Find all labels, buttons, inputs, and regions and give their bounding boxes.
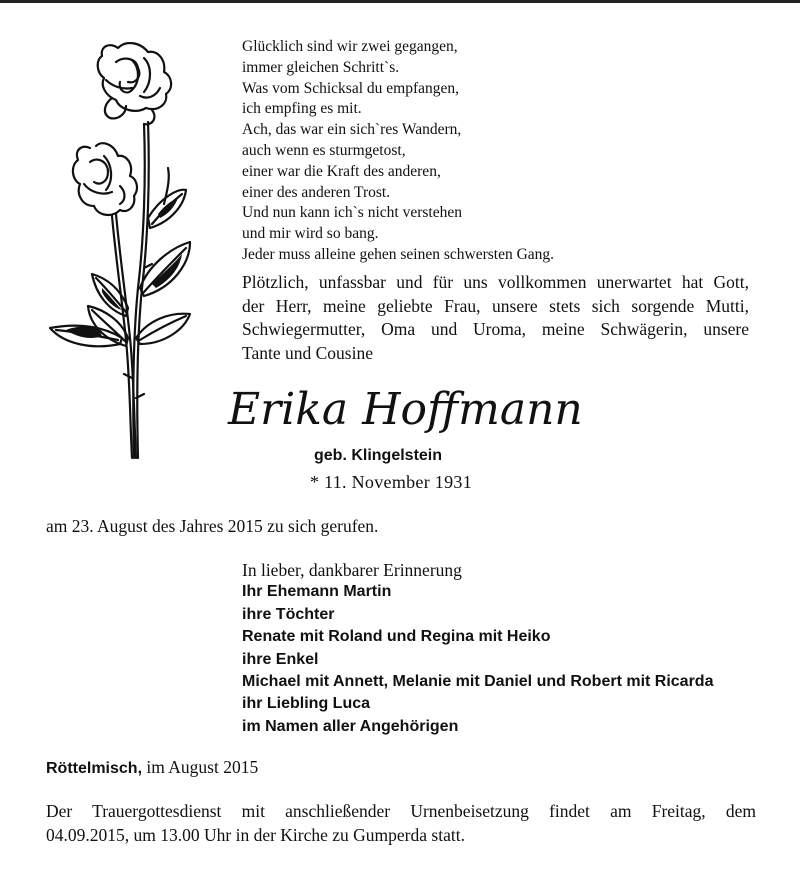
deceased-name: Erika Hoffmann — [228, 384, 583, 435]
poem-line: Ach, das war ein sich`res Wandern, — [242, 121, 462, 139]
poem-line: Jeder muss alleine gehen seinen schwersten Gang. — [242, 245, 555, 263]
mourner-line: Ihr Ehemann Martin — [242, 583, 392, 601]
mourner-line: Michael mit Annett, Melanie mit Daniel und Robert mit Ricarda — [242, 673, 714, 691]
poem-line: auch wenn es sturmgetost, — [242, 141, 406, 159]
place-date — [46, 755, 258, 781]
poem-line: Was vom Schicksal du empfangen, — [242, 79, 459, 97]
service-info — [46, 800, 756, 847]
announcement-line: Plötzlich, unfassbar und für uns vollkommen unerwartet hat Gott, — [242, 272, 749, 292]
poem-line: Glücklich sind wir zwei gegangen, — [242, 38, 458, 55]
place-name: Röttelmisch, — [46, 760, 143, 777]
poem-line: Und nun kann ich`s nicht verstehen — [242, 204, 462, 222]
poem-line: immer gleichen Schritt`s. — [242, 58, 400, 76]
mourner-line: Renate mit Roland und Regina mit Heiko — [242, 628, 551, 646]
service-line: Der Trauergottesdienst mit anschließender Urnenbeisetzung findet am Freitag, dem — [46, 801, 756, 821]
service-line: 04.09.2015, um 13.00 Uhr in der Kirche zu Gumperda statt. — [46, 824, 465, 845]
announcement-line: Tante und Cousine — [242, 342, 373, 363]
maiden-name: geb. Klingelstein — [314, 447, 443, 464]
mourners-list — [242, 559, 762, 738]
rose-drawing-icon — [40, 38, 200, 466]
birth-date: * 11. November 1931 — [310, 472, 473, 492]
death-date: am 23. August des Jahres 2015 zu sich gerufen. — [46, 516, 379, 536]
poem — [242, 37, 762, 266]
notice-date: im August 2015 — [142, 757, 259, 777]
poem-line: ich empfing es mit. — [242, 100, 362, 118]
poem-line: einer des anderen Trost. — [242, 183, 391, 201]
announcement-paragraph — [242, 271, 749, 365]
remembrance-line: In lieber, dankbarer Erinnerung — [242, 560, 462, 580]
announcement-line: Schwiegermutter, Oma und Uroma, meine Schwägerin, unsere — [242, 319, 749, 340]
poem-line: und mir wird so bang. — [242, 225, 379, 243]
mourner-line: im Namen aller Angehörigen — [242, 717, 459, 735]
mourner-line: ihre Töchter — [242, 605, 335, 623]
poem-line: einer war die Kraft des anderen, — [242, 162, 441, 180]
announcement-line: der Herr, meine geliebte Frau, unsere stets sich sorgende Mutti, — [242, 295, 749, 316]
mourner-line: ihr Liebling Luca — [242, 695, 371, 713]
top-border — [0, 0, 800, 3]
mourner-line: ihre Enkel — [242, 650, 319, 668]
